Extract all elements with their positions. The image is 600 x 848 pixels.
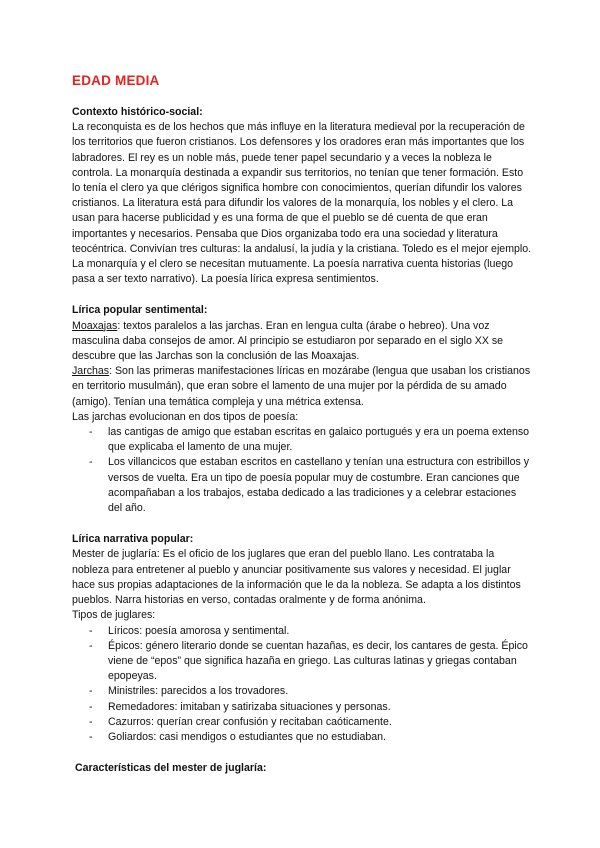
section-heading-lirica-narrativa: Lírica narrativa popular: xyxy=(72,533,194,546)
list-item: - Remedadores: imitaban y satirizaba situaciones y personas. xyxy=(89,700,532,715)
list-item: - las cantigas de amigo que estaban escritas en galaico portugués y era un poema extenso que explicaba el lamento de una mujer. xyxy=(89,425,532,455)
list-item: - Líricos: poesía amorosa y sentimental. xyxy=(89,624,532,639)
list-item: - Ministriles: parecidos a los trovadores. xyxy=(89,684,532,699)
page-title: EDAD MEDIA xyxy=(72,73,160,88)
term-jarchas: Jarchas xyxy=(72,365,110,378)
paragraph-mester-juglaria: Mester de juglaría: Es el oficio de los juglares que eran del pueblo llano. Les contrataba la nobleza para entretener al pueblo y anunciar positivamente sus valores y necesidad. El juglar hace sus propias adaptaciones de la información que le da la nobleza. Se adapta a los distintos pueblos. Narra historias en verso, contadas oralmente y de forma anónima. xyxy=(72,548,521,607)
section-heading-lirica-sentimental: Lírica popular sentimental: xyxy=(72,304,208,317)
list-item: - Goliardos: casi mendigos o estudiantes que no estudiaban. xyxy=(89,730,532,745)
document-body xyxy=(72,105,532,776)
list-item: - Los villancicos que estaban escritos en castellano y tenían una estructura con estribillos y versos de vuelta. Era un tipo de poesía popular muy de costumbre. Eran canciones que acompañaban a los trabajos, estaba dedicado a las tradiciones y a celebrar estaciones del año. xyxy=(89,455,532,516)
term-moaxajas: Moaxajas xyxy=(72,319,118,332)
juglares-types-list xyxy=(72,624,532,746)
moaxajas-definition: : textos paralelos a las jarchas. Eran en lengua culta (árabe o hebreo). Una voz masculina daba consejos de amor. Al principio se estudiaron por separado en el siglo XX se descubre que las Jarchas son la conclusión de las Moaxajas. xyxy=(72,319,504,363)
jarchas-types-list xyxy=(72,425,532,516)
list-item: - Épicos: género literario donde se cuentan hazañas, es decir, los cantares de gesta. Épico viene de “epos” que significa hazaña en griego. Las culturas latinas y griegas contaban epopeyas. xyxy=(89,639,532,685)
list-item: - Cazurros: querían crear confusión y recitaban caóticamente. xyxy=(89,715,532,730)
paragraph-jarchas xyxy=(72,364,532,410)
paragraph-moaxajas xyxy=(72,319,532,365)
jarchas-intro: Las jarchas evolucionan en dos tipos de poesía: xyxy=(72,410,299,423)
jarchas-definition: : Son las primeras manifestaciones líricas en mozárabe (lengua que usaban los cristianos en territorio musulmán), que eran sobre el lamento de una mujer por la pérdida de su amado (amigo). Tenían una temática compleja y una métrica extensa. xyxy=(72,365,531,408)
paragraph-contexto: La reconquista es de los hechos que más influye en la literatura medieval por la recuperación de los territorios que fueron cristianos. Los defensores y los oradores eran más importantes que los labradores. El rey es un noble más, puede tener papel secundario y a veces la nobleza le controla. La monarquía destinada a expandir sus territorios, no tenían que tener formación. Esto lo tenía el clero ya que clérigos significa hombre con conocimientos, querían difundir los valores cristianos. La literatura está para difundir los valores de la monarquía, los nobles y el clero. La usan para hacerse publicidad y es una forma de que el pueblo se dé cuenta de que eran importantes y necesarios. Pensaba que Dios organizaba todo era una sociedad y literatura teocéntrica. Convivían tres culturas: la andalusí, la judía y la cristiana. Toledo es el mejor ejemplo. La monarquía y el clero se necesitan mutuamente. La poesía narrativa cuenta historias (luego pasa a ser texto narrativo). La poesía lírica expresa sentimientos. xyxy=(72,121,532,286)
juglares-intro: Tipos de juglares: xyxy=(72,609,156,622)
section-heading-contexto: Contexto histórico-social: xyxy=(72,106,203,118)
section-heading-caracteristicas: Características del mester de juglaría: xyxy=(75,762,267,775)
